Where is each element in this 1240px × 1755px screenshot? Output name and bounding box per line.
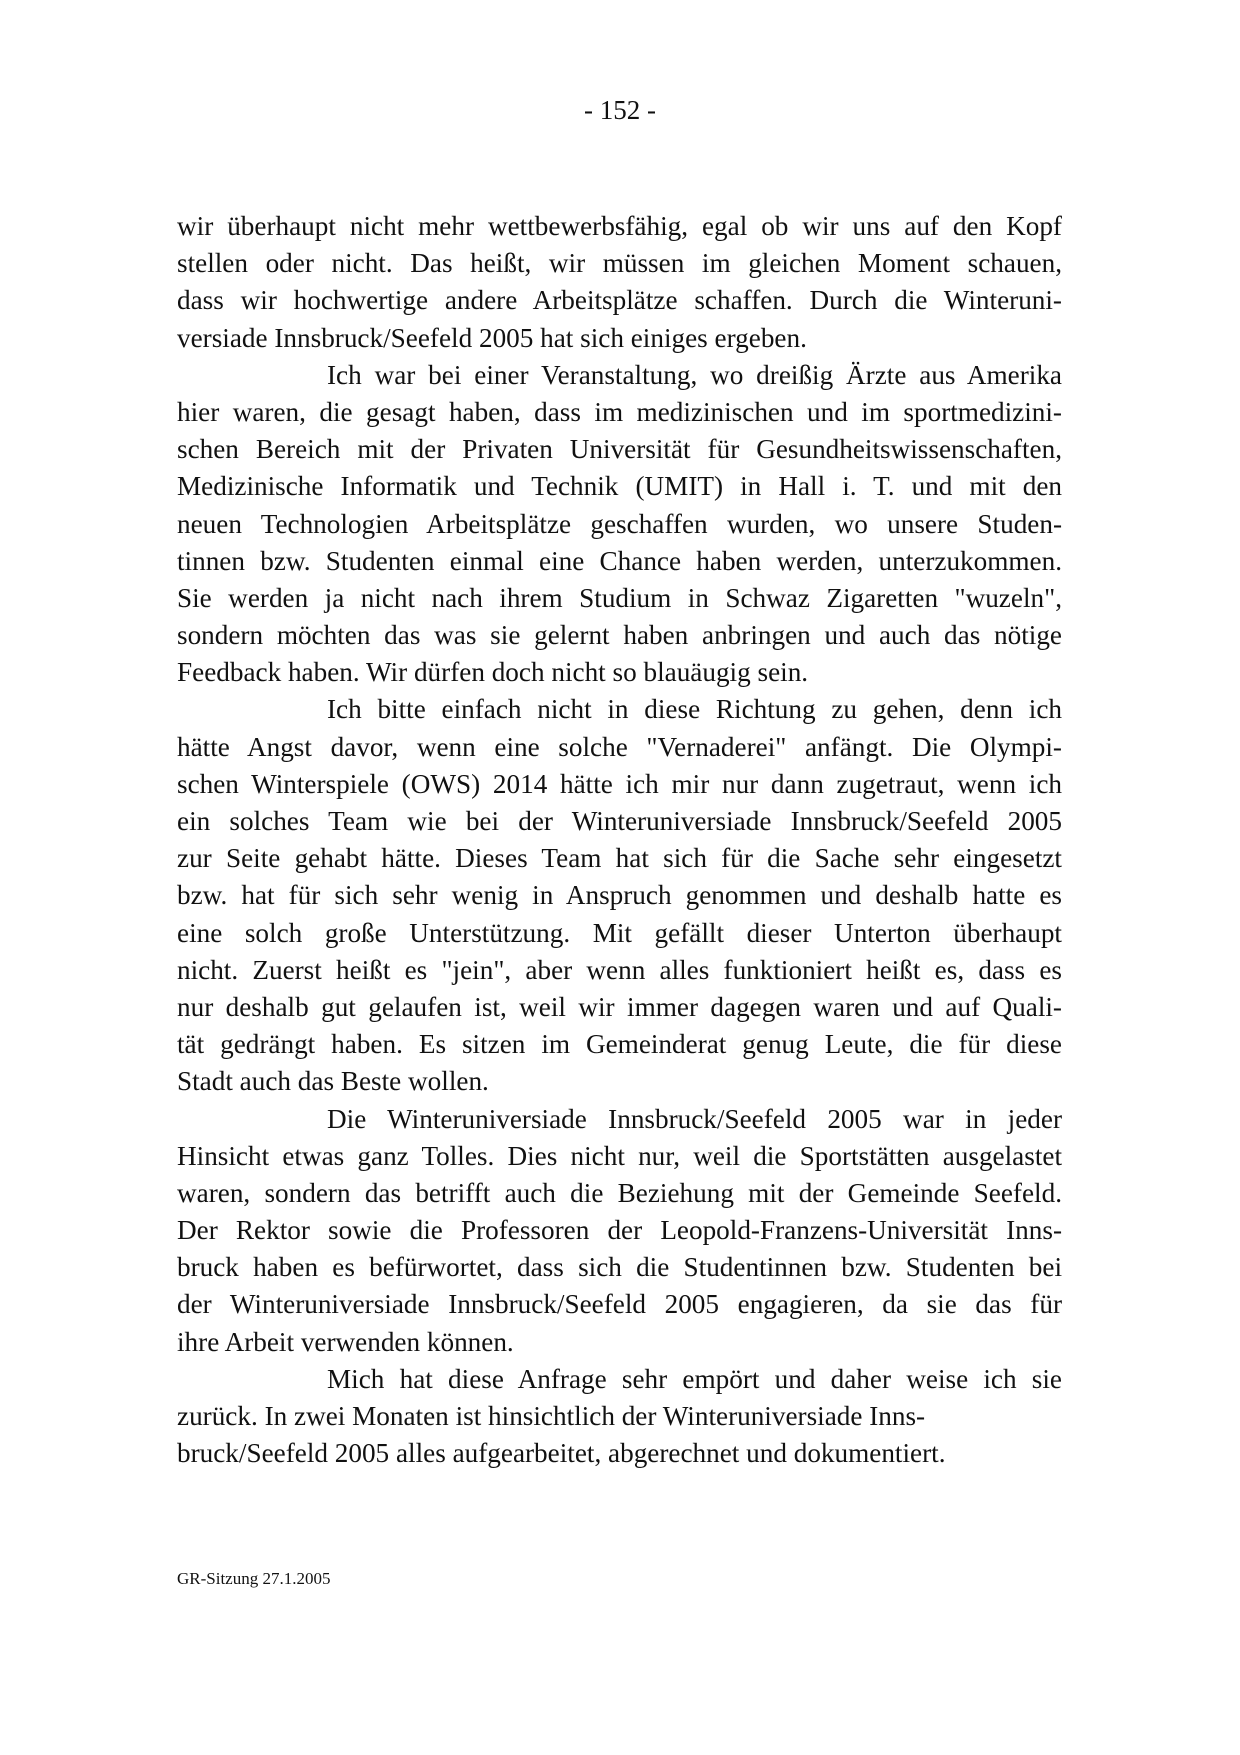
text-line: nicht. Zuerst heißt es "jein", aber wenn alles funktioniert heißt es, dass es [177, 954, 1062, 985]
text-line: dass wir hochwertige andere Arbeitsplätze schaffen. Durch die Winteruni- [177, 285, 1062, 316]
text-line: wir überhaupt nicht mehr wettbewerbsfähig, egal ob wir uns auf den Kopf [177, 211, 1062, 241]
text-line: der Winteruniversiade Innsbruck/Seefeld 2005 engagieren, da sie das für [177, 1289, 1062, 1320]
text-line: hier waren, die gesagt haben, dass im medizinischen und im sportmedizini- [177, 396, 1062, 427]
text-line: eine solch große Unterstützung. Mit gefällt dieser Unterton überhaupt [177, 917, 1062, 948]
text-line: nur deshalb gut gelaufen ist, weil wir immer dagegen waren und auf Quali- [177, 991, 1062, 1022]
text-line: waren, sondern das betrifft auch die Beziehung mit der Gemeinde Seefeld. [177, 1177, 1062, 1208]
text-line: Ich war bei einer Veranstaltung, wo dreißig Ärzte aus Amerika [327, 359, 1062, 390]
text-line: bruck/Seefeld 2005 alles aufgearbeitet, abgerechnet und dokumentiert. [177, 1438, 946, 1469]
text-line: zur Seite gehabt hätte. Dieses Team hat sich für die Sache sehr eingesetzt [177, 843, 1062, 874]
text-line: stellen oder nicht. Das heißt, wir müssen im gleichen Moment schauen, [177, 248, 1062, 279]
text-line: Der Rektor sowie die Professoren der Leopold-Franzens-Universität Inns- [177, 1215, 1062, 1246]
text-line: versiade Innsbruck/Seefeld 2005 hat sich einiges ergeben. [177, 322, 807, 353]
page-number: - 152 - [584, 95, 656, 125]
text-line: Die Winteruniversiade Innsbruck/Seefeld 2005 war in jeder [327, 1103, 1062, 1134]
text-line: zurück. In zwei Monaten ist hinsichtlich der Winteruniversiade Inns- [177, 1401, 926, 1431]
text-line: bzw. hat für sich sehr wenig in Anspruch genommen und deshalb hatte es [177, 880, 1062, 911]
text-line: Ich bitte einfach nicht in diese Richtung zu gehen, denn ich [327, 694, 1062, 725]
text-line: schen Bereich mit der Privaten Universität für Gesundheitswissenschaften, [177, 434, 1062, 465]
body-text [177, 208, 1062, 1472]
text-line: neuen Technologien Arbeitsplätze geschaffen wurden, wo unsere Studen- [177, 508, 1062, 539]
text-line: ihre Arbeit verwenden können. [177, 1326, 514, 1357]
text-line: hätte Angst davor, wenn eine solche "Vernaderei" anfängt. Die Olympi- [177, 731, 1062, 762]
text-line: schen Winterspiele (OWS) 2014 hätte ich mir nur dann zugetraut, wenn ich [177, 768, 1062, 799]
text-line: ein solches Team wie bei der Winteruniversiade Innsbruck/Seefeld 2005 [177, 806, 1062, 836]
text-line: bruck haben es befürwortet, dass sich die Studentinnen bzw. Studenten bei [177, 1252, 1062, 1283]
footer-session-date: GR-Sitzung 27.1.2005 [177, 1569, 331, 1588]
text-line: Medizinische Informatik und Technik (UMIT) in Hall i. T. und mit den [177, 471, 1062, 502]
text-line: sondern möchten das was sie gelernt haben anbringen und auch das nötige [177, 620, 1062, 651]
text-line: Feedback haben. Wir dürfen doch nicht so blauäugig sein. [177, 657, 809, 688]
text-line: Stadt auch das Beste wollen. [177, 1066, 489, 1097]
text-line: tät gedrängt haben. Es sitzen im Gemeinderat genug Leute, die für diese [177, 1029, 1062, 1060]
text-line: Hinsicht etwas ganz Tolles. Dies nicht nur, weil die Sportstätten ausgelastet [177, 1140, 1062, 1171]
text-line: Mich hat diese Anfrage sehr empört und daher weise ich sie [327, 1363, 1062, 1394]
text-line: Sie werden ja nicht nach ihrem Studium in Schwaz Zigaretten "wuzeln", [177, 582, 1062, 613]
text-line: tinnen bzw. Studenten einmal eine Chance haben werden, unterzukommen. [177, 545, 1062, 576]
